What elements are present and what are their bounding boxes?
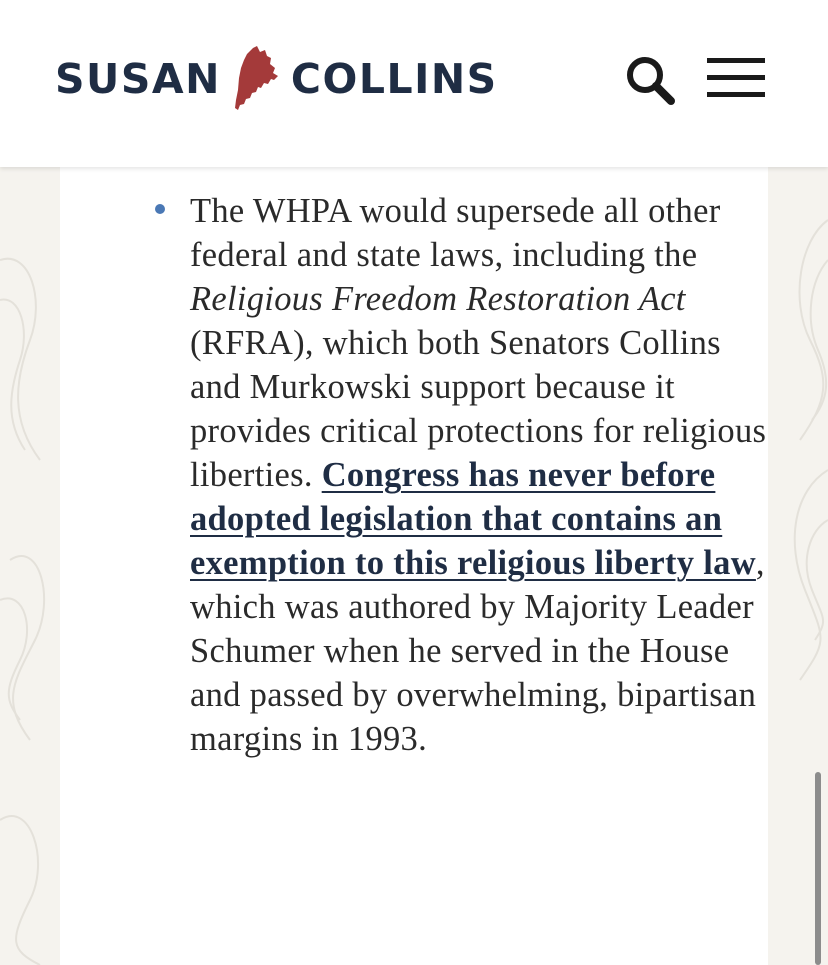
rfra-exemption-link[interactable]: Congress has never before adopted legislation that contains an exemption to this religious liberty law — [190, 456, 756, 582]
menu-line-top — [707, 58, 765, 63]
bullet-list-item — [190, 189, 770, 761]
hamburger-menu-icon[interactable] — [707, 58, 765, 98]
logo-last-name: COLLINS — [290, 54, 498, 103]
search-icon — [624, 54, 676, 106]
maine-state-icon — [233, 46, 279, 112]
search-button[interactable] — [624, 54, 676, 106]
menu-line-middle — [707, 75, 765, 80]
site-logo[interactable] — [55, 44, 498, 114]
bullet-marker — [155, 204, 165, 214]
rfra-act-name: Religious Freedom Restoration Act — [190, 280, 686, 318]
logo-first-name: SUSAN — [55, 54, 221, 103]
site-header — [0, 0, 828, 167]
bullet-text-end: , which was authored by Majority Leader Schumer when he served in the House and passed by overwhelming, bipartisan margins in 1993. — [190, 544, 765, 758]
article-content — [60, 167, 768, 965]
menu-line-bottom — [707, 92, 765, 97]
scrollbar-thumb[interactable] — [815, 772, 821, 965]
bullet-text-intro: The WHPA would supersede all other federal and state laws, including the — [190, 192, 721, 274]
bullet-text-middle: (RFRA), which both Senators Collins and Murkowski support because it provides critical protections for religious liberties. — [190, 324, 767, 494]
